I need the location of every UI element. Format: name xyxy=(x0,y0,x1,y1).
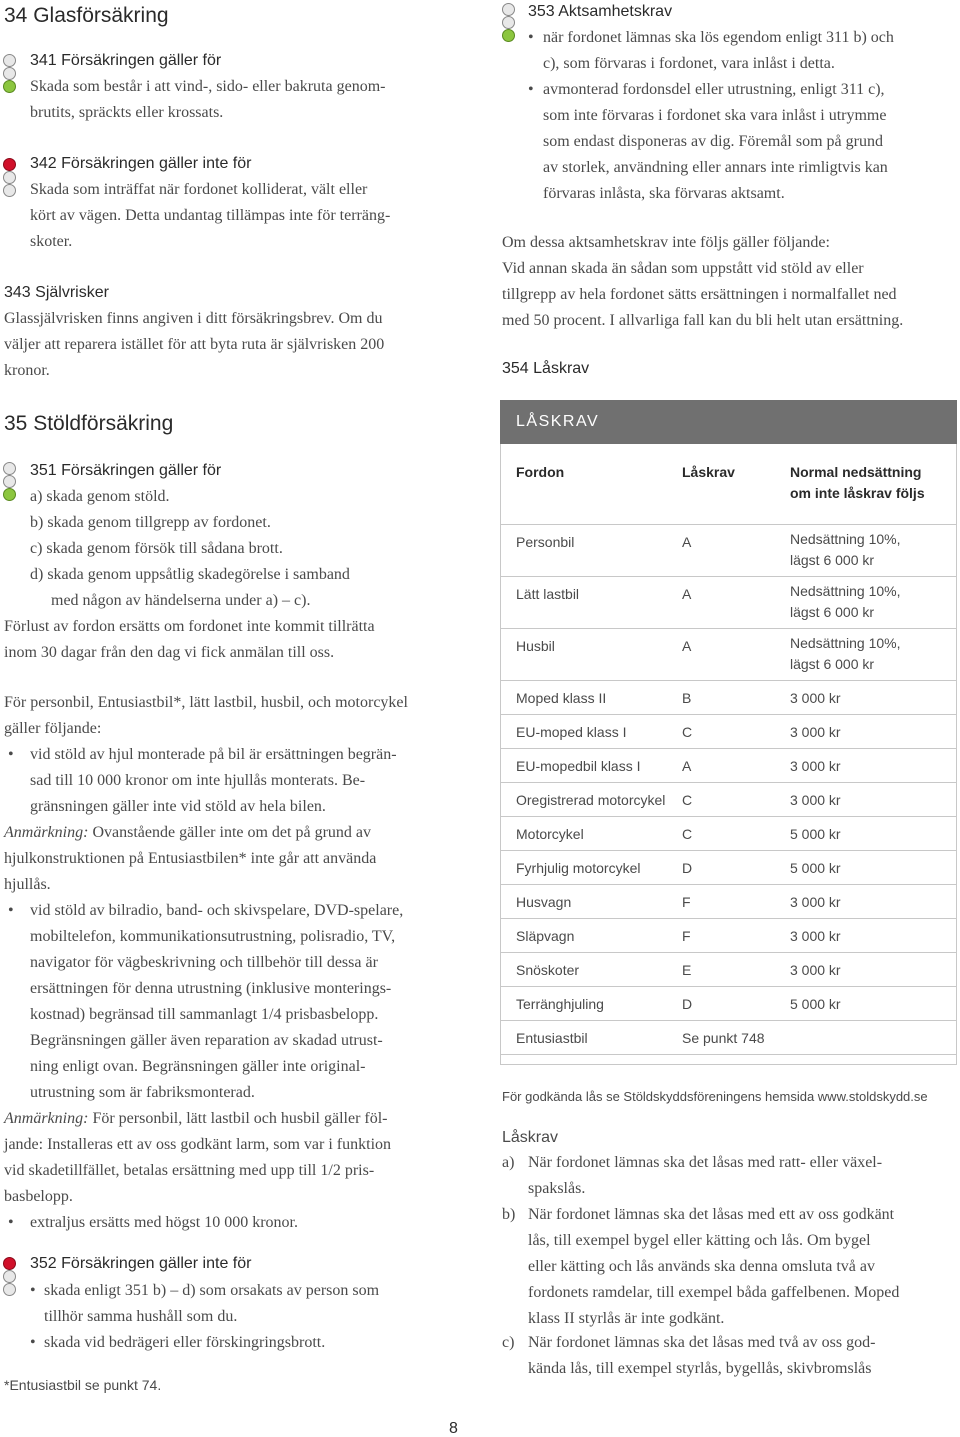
section-354-title: 354 Låskrav xyxy=(502,360,590,377)
section-351-title: 351 Försäkringen gäller för xyxy=(30,462,222,479)
heading-34: 34 Glasförsäkring xyxy=(4,4,169,27)
lock-table-header: LÅSKRAV xyxy=(500,400,957,444)
personbil-intro: För personbil, Entusiastbil*, lätt lastbil, husbil, och motorcykel gäller följande: xyxy=(4,694,408,737)
table-row: Snöskoter E 3 000 kr xyxy=(500,953,957,987)
lock-a-text: När fordonet lämnas ska det låsas med ratt- eller växel- spakslås. xyxy=(528,1154,883,1197)
bullet-icon: • xyxy=(528,81,534,98)
section-351-list: a) skada genom stöld. b) skada genom tillgrepp av fordonet. c) skada genom försök till sådana brott. d) skada genom uppsåtlig skadegörelse i samband med någon av händelserna under a) – c). xyxy=(30,488,350,609)
lock-c-label: c) xyxy=(502,1334,515,1351)
lock-requirements-title: Låskrav xyxy=(502,1129,559,1146)
table-row: EU-moped klass I C 3 000 kr xyxy=(500,715,957,749)
table-row: Moped klass II B 3 000 kr xyxy=(500,681,957,715)
section-342-title: 342 Försäkringen gäller inte för xyxy=(30,155,252,172)
table-row: EU-mopedbil klass I A 3 000 kr xyxy=(500,749,957,783)
section-343-title: 343 Självrisker xyxy=(4,284,109,301)
table-row: Fyrhjulig motorcykel D 5 000 kr xyxy=(500,851,957,885)
table-row: Släpvagn F 3 000 kr xyxy=(500,919,957,953)
section-353-bullet-2: avmonterad fordonsdel eller utrustning, enligt 311 c), som inte förvaras i fordonet ska vara inlåst i utrymme som endast disponeras av dig. Föremål som på grund av storlek, användning eller annars inte rimligtvis kan förvaras inlåsta, ska förvaras aktsamt. xyxy=(543,81,888,202)
traffic-light-icon xyxy=(502,3,515,43)
section-341-title: 341 Försäkringen gäller för xyxy=(30,52,222,69)
personbil-bullet-2: vid stöld av bilradio, band- och skivspelare, DVD-spelare, mobiltelefon, kommunikationsutrustning, polisradio, TV, navigator för vägbeskrivning och tillbehör till dessa är ersättningen för denna utrustning (inklusive monterings- kostnad) begränsad till sammanlagt 1/4 prisbasbelopp. Begränsningen gäller även reparation av skadad utrust- ning enligt ovan. Begränsningen gäller inte original- utrustning som är fabriksmonterad. xyxy=(30,902,404,1101)
lock-a-label: a) xyxy=(502,1154,515,1171)
bullet-icon: • xyxy=(8,902,14,919)
table-row: Personbil A Nedsättning 10%, lägst 6 000 kr xyxy=(500,525,957,577)
bullet-icon: • xyxy=(8,746,14,763)
lock-c-text: När fordonet lämnas ska det låsas med två av oss god- kända lås, till exempel styrlås, bygellås, skivbromslås xyxy=(528,1334,876,1377)
table-row: Husvagn F 3 000 kr xyxy=(500,885,957,919)
traffic-light-icon xyxy=(3,462,16,502)
table-row: Husbil A Nedsättning 10%, lägst 6 000 kr xyxy=(500,629,957,681)
bullet-icon: • xyxy=(30,1334,36,1351)
section-353-after: Om dessa aktsamhetskrav inte följs gäller följande: Vid annan skada än sådan som uppstått vid stöld av eller tillgrepp av hela fordonet sätts ersättningen i normalfallet ned med 50 procent. I allvarliga fall kan du bli helt utan ersättning. xyxy=(502,234,904,329)
section-352-bullet-2: skada vid bedrägeri eller förskingringsbrott. xyxy=(44,1334,326,1351)
section-343-text: Glassjälvrisken finns angiven i ditt försäkringsbrev. Om du väljer att reparera istället för att byta ruta är självrisken 200 kronor. xyxy=(4,310,385,379)
section-351-after: Förlust av fordon ersätts om fordonet inte kommit tillrätta inom 30 dagar från den dag vi fick anmälan till oss. xyxy=(4,618,375,661)
section-353-bullet-1: när fordonet lämnas ska lös egendom enligt 311 b) och c), som förvaras i fordonet, vara inlåst i detta. xyxy=(543,29,894,72)
personbil-bullet-1: vid stöld av hjul monterade på bil är ersättningen begrän- sad till 10 000 kronor om inte hjullås monterats. Be- gränsningen gäller inte vid stöld av hela bilen. xyxy=(30,746,397,815)
section-341-text: Skada som består i att vind-, sido- eller bakruta genom- brutits, spräckts eller krossats. xyxy=(30,78,386,121)
page-number: 8 xyxy=(449,1420,458,1437)
table-row: Oregistrerad motorcykel C 3 000 kr xyxy=(500,783,957,817)
traffic-light-icon xyxy=(3,158,16,198)
heading-35: 35 Stöldförsäkring xyxy=(4,412,174,435)
personbil-note-2: Anmärkning: För personbil, lätt lastbil och husbil gäller föl- jande: Installeras ett av oss godkänt larm, som var i funktion vid skadetillfället, betalas ersättning med upp till 1/2 pris- basbelopp. xyxy=(4,1110,392,1205)
traffic-light-icon xyxy=(3,1257,16,1297)
table-row: Terränghjuling D 5 000 kr xyxy=(500,987,957,1021)
personbil-bullet-3: extraljus ersätts med högst 10 000 kronor. xyxy=(30,1214,298,1231)
traffic-light-icon xyxy=(3,54,16,94)
lock-b-label: b) xyxy=(502,1206,516,1223)
bullet-icon: • xyxy=(30,1282,36,1299)
section-342-text: Skada som inträffat när fordonet kolliderat, vält eller kört av vägen. Detta undantag tillämpas inte för terräng- skoter. xyxy=(30,181,391,250)
lock-approval-note: För godkända lås se Stöldskyddsföreningens hemsida www.stoldskydd.se xyxy=(502,1089,928,1104)
section-352-title: 352 Försäkringen gäller inte för xyxy=(30,1255,252,1272)
col-header-nedsattning: Normal nedsättning om inte låskrav följs xyxy=(790,464,925,501)
bullet-icon: • xyxy=(8,1214,14,1231)
personbil-note-1: Anmärkning: Ovanstående gäller inte om det på grund av hjulkonstruktionen på Entusiastbilen* inte går att använda hjullås. xyxy=(4,824,377,893)
section-352-bullet-1: skada enligt 351 b) – d) som orsakats av person som tillhör samma hushåll som du. xyxy=(44,1282,380,1325)
col-header-fordon: Fordon xyxy=(516,464,565,480)
lock-table xyxy=(500,454,957,1055)
col-header-laskrav: Låskrav xyxy=(682,464,735,480)
table-row: Motorcykel C 5 000 kr xyxy=(500,817,957,851)
footnote: *Entusiastbil se punkt 74. xyxy=(4,1377,162,1393)
section-353-title: 353 Aktsamhetskrav xyxy=(528,3,673,20)
table-row: Lätt lastbil A Nedsättning 10%, lägst 6 000 kr xyxy=(500,577,957,629)
table-row: Entusiastbil Se punkt 748 xyxy=(500,1021,957,1055)
lock-b-text: När fordonet lämnas ska det låsas med ett av oss godkänt lås, till exempel bygel eller kätting och lås. Om bygel eller kätting och lås används ska denna omsluta två av fordonets ramdelar, till exempel båda gaffelbenen. Moped klass II styrlås är inte godkänt. xyxy=(528,1206,900,1327)
bullet-icon: • xyxy=(528,29,534,46)
